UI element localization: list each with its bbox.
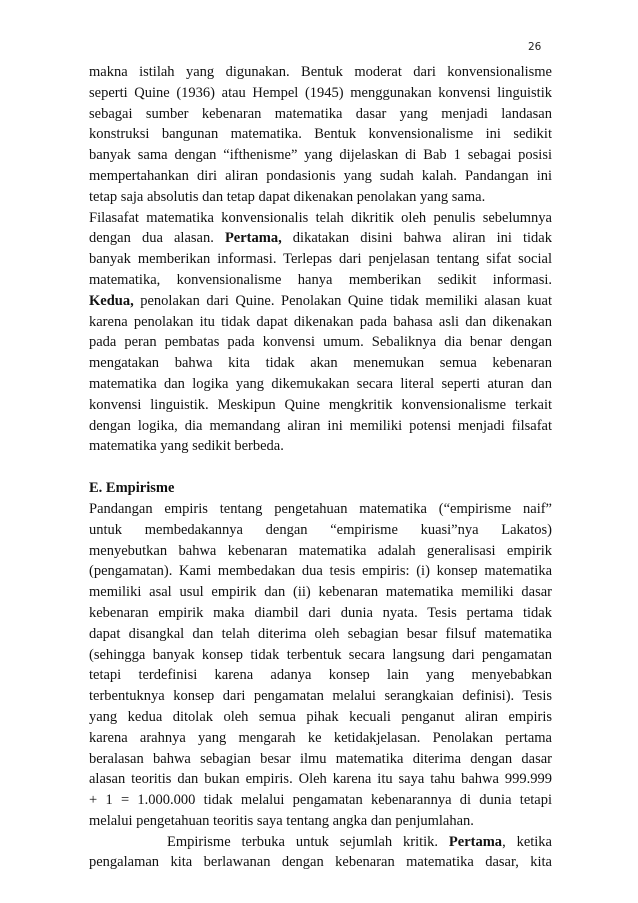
text-line: matematika yang sedikit berbeda. — [89, 438, 284, 455]
text-line: menyebutkan bahwa kebenaran matematika adalah generalisasi empirik — [89, 542, 552, 559]
text-line: matematika dan logika yang dikemukakan secara literal seperti aturan dan — [89, 375, 552, 392]
text-line: pada peran pembatas pada konvensi umum. Sebaliknya dia benar dengan — [89, 334, 552, 351]
paragraph-critique — [89, 832, 552, 874]
text-line: (pengamatan). Kami membedakan dua tesis empiris: (i) konsep matematika — [89, 563, 552, 580]
text-line: sebagai sumber kebenaran matematika dasar yang menjadi landasan — [89, 105, 552, 122]
text-line: alasan teoritis dan bukan empiris. Oleh karena itu saya tahu bahwa 999.999 — [89, 771, 552, 788]
text-line: matematika, konvensionalisme hanya memberikan sedikit informasi. — [89, 271, 552, 288]
text-run: Empirisme terbuka untuk sejumlah kritik. — [167, 833, 449, 850]
text-line: seperti Quine (1936) atau Hempel (1945) menggunakan konvensi linguistik — [89, 84, 552, 101]
paragraph-gap — [89, 457, 552, 478]
document-body — [89, 62, 552, 873]
text-line: mempertahankan diri aliran pondasionis yang sudah kalah. Pandangan ini — [89, 167, 552, 184]
paragraph-empiricism — [89, 499, 552, 832]
section-heading: E. Empirisme — [89, 480, 175, 497]
text-line: makna istilah yang digunakan. Bentuk moderat dari konvensionalisme — [89, 64, 552, 80]
text-line — [89, 832, 552, 853]
bold-term: Pertama — [448, 833, 503, 850]
text-line: (sehingga banyak konsep tidak terbentuk secara langsung dari pengamatan — [89, 646, 552, 663]
text-line: memiliki asal usul empirik dan (ii) kebenaran matematika memiliki dasar — [89, 584, 552, 601]
text-line: dengan logika, dia memandang aliran ini memiliki potensi menjadi filsafat — [89, 417, 552, 434]
paragraph-conventionalism — [89, 62, 552, 208]
text-line: Filasafat matematika konvensionalis telah dikritik oleh penulis sebelumnya — [89, 209, 552, 226]
paragraph-criticism — [89, 208, 552, 458]
text-line: karena penolakan itu tidak dapat dikenakan pada bahasa asli dan dikenakan — [89, 313, 552, 330]
text-line: tetap saja absolutis dan tetap dapat dikenakan penolakan yang sama. — [89, 188, 486, 205]
text-line — [89, 291, 552, 312]
text-line: karena arahnya yang mengarah ke ketidakjelasan. Penolakan pertama — [89, 729, 552, 746]
text-line: dapat disangkal dan telah diterima oleh sebagian besar filsuf matematika — [89, 625, 552, 642]
text-line: Pandangan empiris tentang pengetahuan matematika (“empirisme naif” — [89, 500, 552, 517]
text-run: dengan dua alasan. — [89, 230, 225, 247]
text-run: , ketika — [502, 833, 552, 850]
text-line: mengatakan bahwa kita tidak akan menemukan semua kebenaran — [89, 355, 552, 372]
text-line: melalui pengetahuan teoritis saya tentang angka dan penjumlahan. — [89, 812, 474, 829]
text-line: banyak memberikan informasi. Terlepas dari penjelasan tentang sifat social — [89, 251, 552, 268]
text-line: yang kedua ditolak oleh semua pihak kecuali penganut aliran empiris — [89, 708, 552, 725]
text-line: untuk membedakannya dengan “empirisme kuasi”nya Lakatos) — [89, 521, 552, 538]
bold-term: Pertama, — [224, 230, 282, 247]
text-line: konstruksi bangunan matematika. Bentuk konvensionalisme ini sedikit — [89, 126, 552, 143]
text-line: + 1 = 1.000.000 tidak melalui pengamatan kebenarannya di dunia tetapi — [89, 792, 552, 809]
text-run: penolakan dari Quine. Penolakan Quine tidak memiliki alasan kuat — [133, 292, 552, 309]
text-run: dikatakan disini bahwa aliran ini tidak — [281, 230, 552, 247]
text-line: banyak sama dengan “ifthenisme” yang dijelaskan di Bab 1 sebagai posisi — [89, 147, 552, 164]
text-line: kebenaran empirik maka diambil dari dunia nyata. Tesis pertama tidak — [89, 604, 552, 621]
text-line — [89, 228, 552, 249]
text-line: pengalaman kita berlawanan dengan kebenaran matematika dasar, kita — [89, 854, 552, 871]
page-number: 26 — [528, 41, 542, 53]
text-line: konvensi linguistik. Meskipun Quine mengkritik konvensionalisme terkait — [89, 396, 552, 413]
text-line: tetapi terdefinisi karena adanya konsep lain yang menyebabkan — [89, 667, 552, 684]
text-line: terbentuknya konsep dari pengamatan melalui serangkaian definisi). Tesis — [89, 688, 552, 705]
text-line: beralasan bahwa sebagian besar ilmu matematika diterima dengan dasar — [89, 750, 552, 767]
bold-term: Kedua, — [89, 292, 134, 309]
